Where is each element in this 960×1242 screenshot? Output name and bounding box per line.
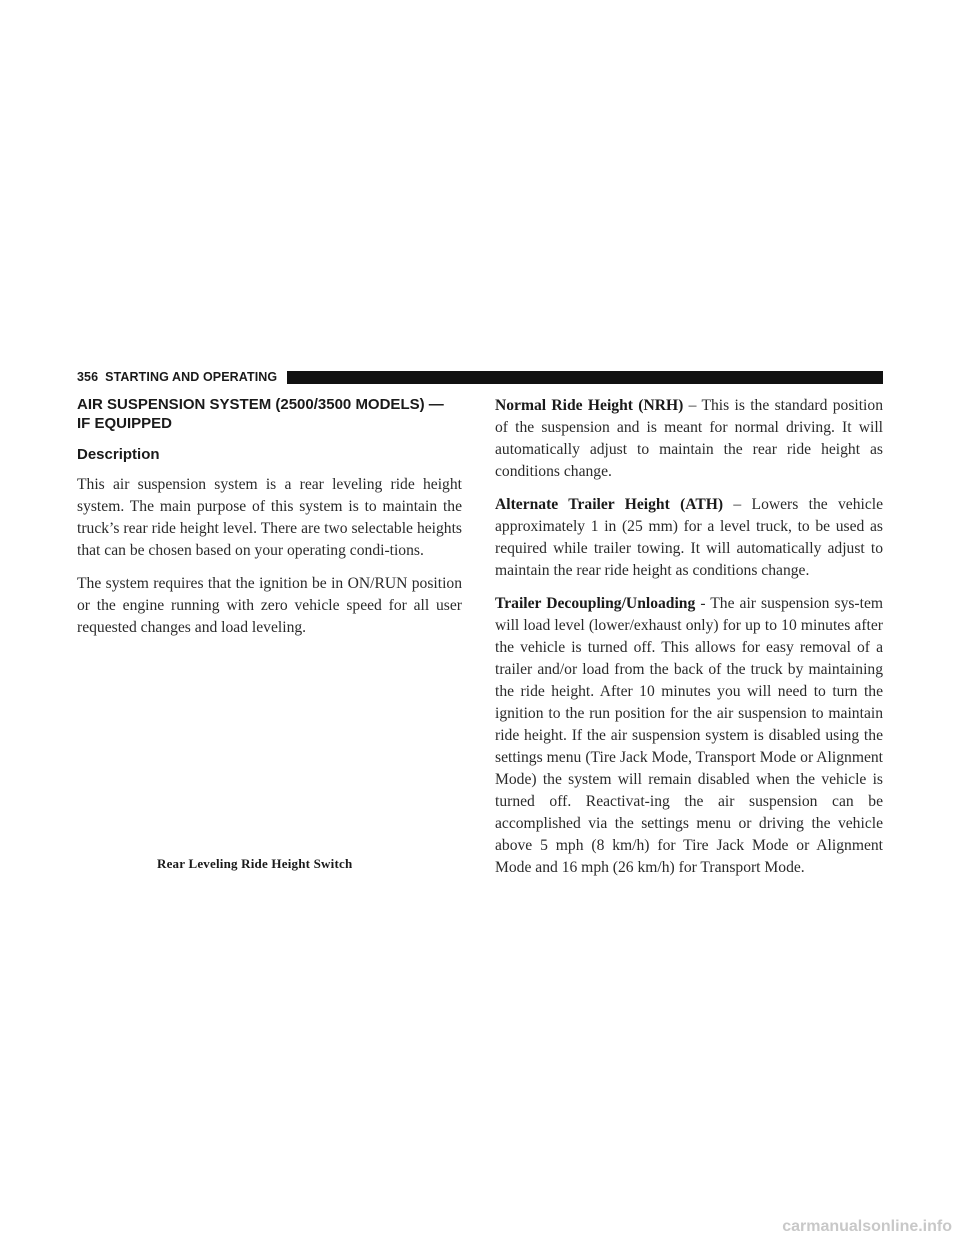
section-title: STARTING AND OPERATING (105, 370, 278, 384)
term-description: – This is the standard position of the suspension and is meant for normal driving. It will automatically adjust to maintain the rear ride height as conditions change. (495, 397, 883, 480)
section-heading-line1: AIR SUSPENSION SYSTEM (2500/3500 MODELS) — (77, 396, 444, 413)
section-heading-line2: IF EQUIPPED (77, 415, 173, 432)
item-normal-ride-height (495, 395, 883, 483)
item-alternate-trailer-height (495, 494, 883, 582)
left-column (77, 395, 462, 650)
term-label: Normal Ride Height (NRH) (495, 397, 684, 414)
section-heading (77, 395, 462, 433)
item-trailer-decoupling (495, 593, 883, 879)
paragraph-intro: This air suspension system is a rear leveling ride height system. The main purpose of this system is to maintain the truck’s rear ride height level. There are two selectable heights that can be chosen based on your operating condi-tions. (77, 476, 462, 559)
page-number: 356 (77, 370, 99, 384)
paragraph-requirements: The system requires that the ignition be in ON/RUN position or the engine running with zero vehicle speed for all user requested changes and load leveling. (77, 575, 462, 636)
watermark-text: carmanualsonline.info (782, 1218, 952, 1235)
subheading-description: Description (77, 446, 160, 463)
header-rule (287, 371, 883, 384)
right-column (495, 395, 883, 890)
page-header (77, 369, 883, 385)
figure-caption: Rear Leveling Ride Height Switch (157, 856, 353, 871)
term-description: - The air suspension sys-tem will load level (lower/exhaust only) for up to 10 minutes after the vehicle is turned off. This allows for easy removal of a trailer and/or load from the back of the truck by maintaining the ride height. After 10 minutes you will need to turn the ignition to the run position for the air suspension to maintain ride height. If the air suspension system is disabled using the settings menu (Tire Jack Mode, Transport Mode or Alignment Mode) the system will remain disabled when the vehicle is turned off. Reactivat-ing the air suspension can be accomplished via the settings menu or driving the vehicle above 5 mph (8 km/h) for Tire Jack Mode or Alignment Mode and 16 mph (26 km/h) for Transport Mode. (495, 595, 884, 876)
term-description: – Lowers the vehicle approximately 1 in (25 mm) for a level truck, to be used as required while trailer towing. It will automatically adjust to maintain the rear ride height as conditions change. (495, 496, 883, 579)
term-label: Trailer Decoupling/Unloading (495, 595, 696, 612)
term-label: Alternate Trailer Height (ATH) (495, 496, 724, 513)
